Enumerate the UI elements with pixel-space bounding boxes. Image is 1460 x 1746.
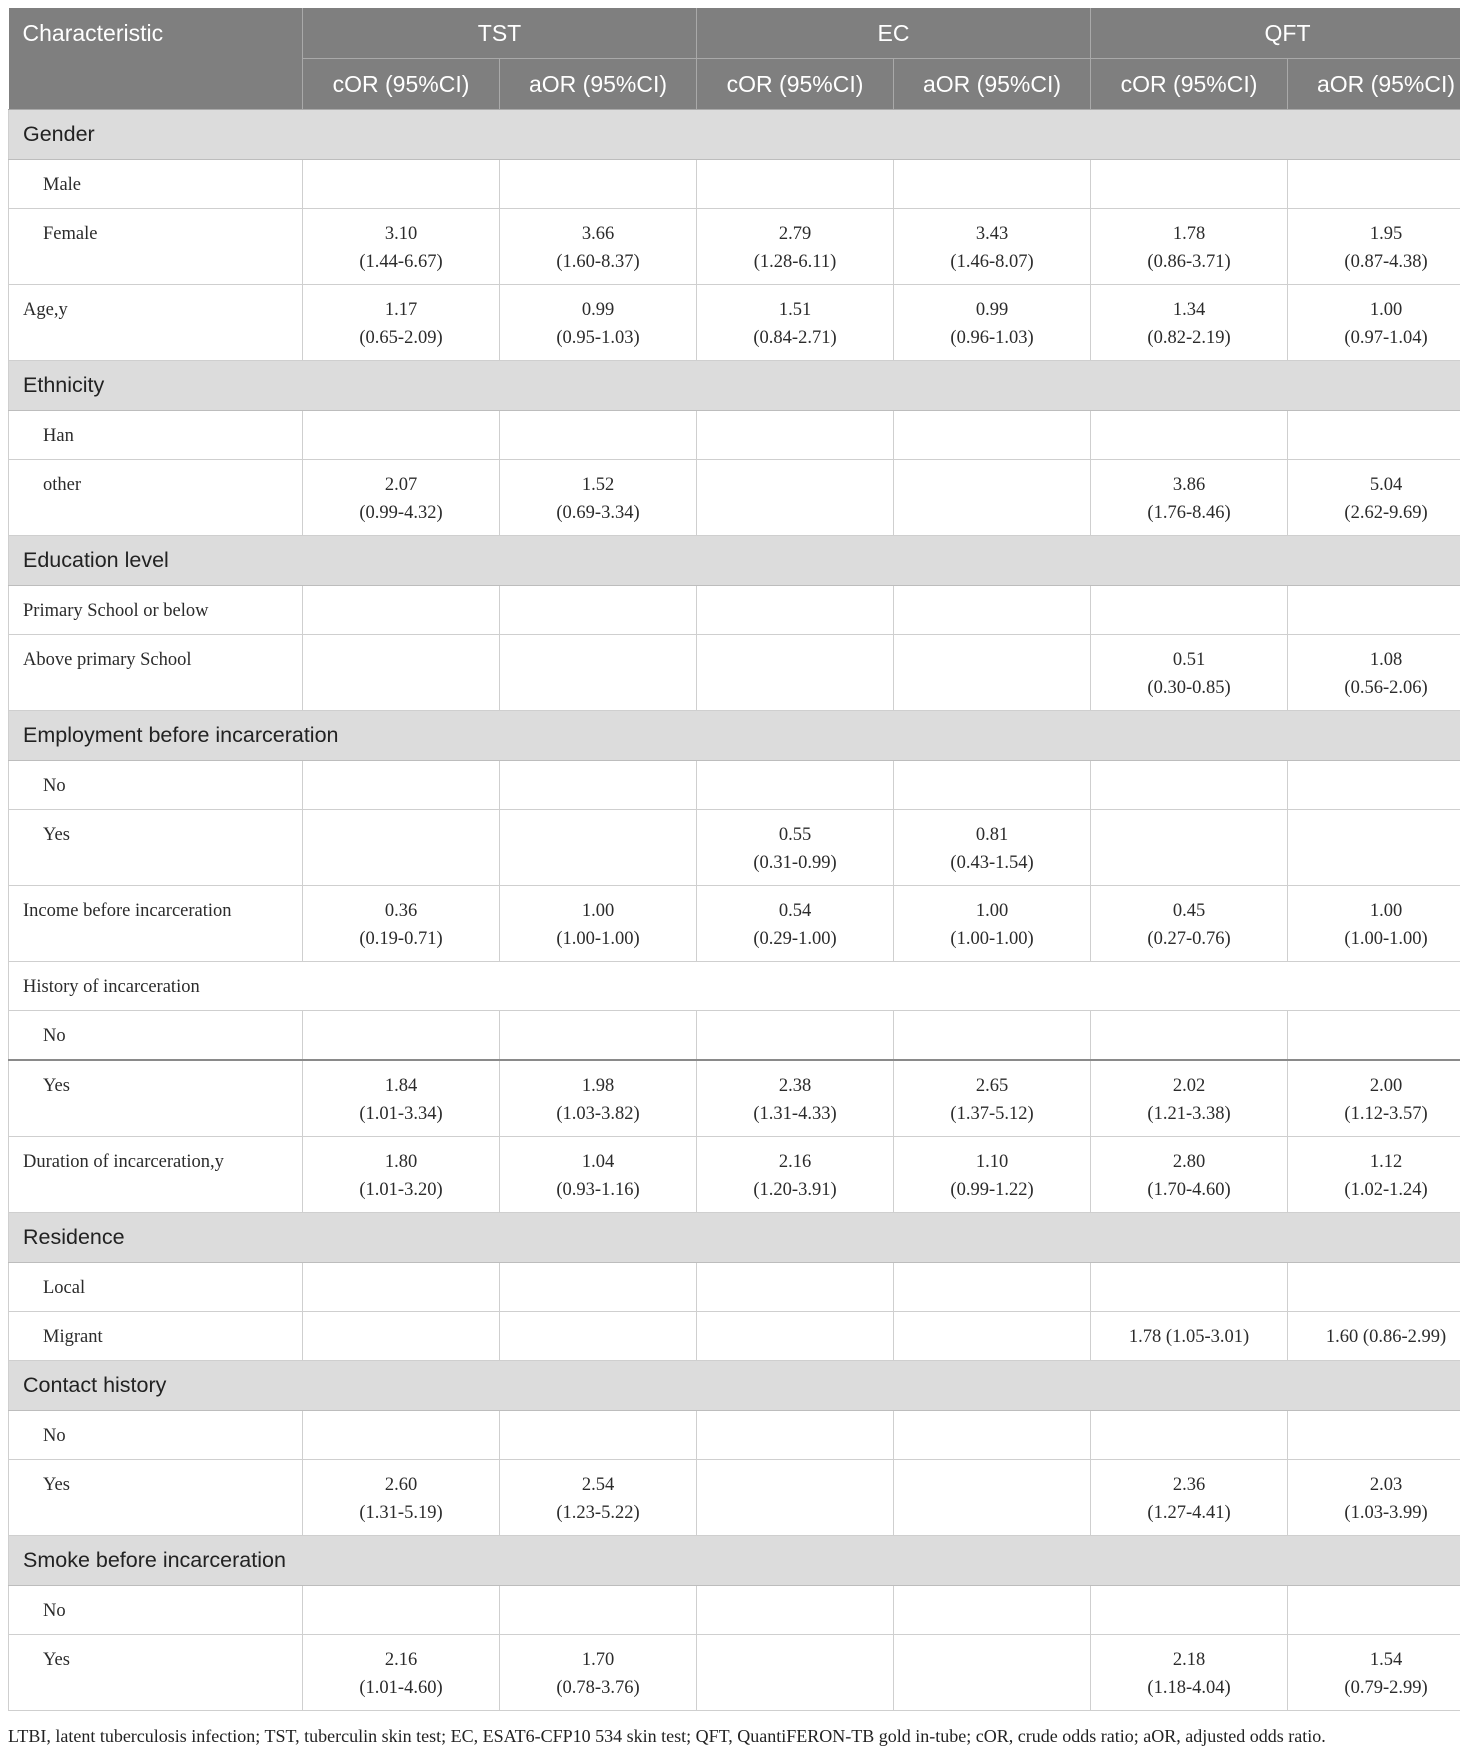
confidence-interval: (1.01-4.60) bbox=[359, 1678, 442, 1698]
cell-ec-aor bbox=[894, 1312, 1091, 1361]
row-label: Duration of incarceration,y bbox=[9, 1137, 303, 1213]
odds-ratio-value: 1.04 bbox=[582, 1152, 614, 1172]
row-label: Yes bbox=[9, 1060, 303, 1137]
cell-ec-aor bbox=[894, 1011, 1091, 1061]
confidence-interval: (1.02-1.24) bbox=[1344, 1180, 1427, 1200]
cell-ec-cor bbox=[697, 1635, 894, 1711]
section-row bbox=[9, 711, 1460, 761]
confidence-interval: (1.21-3.38) bbox=[1147, 1104, 1230, 1124]
section-row bbox=[9, 1536, 1460, 1586]
header-row-groups bbox=[9, 8, 1460, 59]
odds-ratio-value: 1.10 bbox=[976, 1152, 1008, 1172]
row-label: Yes bbox=[9, 1635, 303, 1711]
row-label: Male bbox=[9, 160, 303, 209]
odds-ratio-value: 1.08 bbox=[1370, 650, 1402, 670]
cell-tst-aor bbox=[500, 460, 697, 536]
confidence-interval: (0.29-1.00) bbox=[753, 929, 836, 949]
table-row bbox=[9, 1586, 1460, 1635]
cell-qft-aor bbox=[1288, 1137, 1460, 1213]
confidence-interval: (0.96-1.03) bbox=[950, 328, 1033, 348]
odds-ratio-value: 2.00 bbox=[1370, 1076, 1402, 1096]
cell-tst-cor bbox=[303, 1263, 500, 1312]
odds-ratio-value: 1.84 bbox=[385, 1076, 417, 1096]
table-container bbox=[8, 8, 1460, 1711]
odds-ratio-value: 1.00 bbox=[1370, 901, 1402, 921]
cell-ec-cor bbox=[697, 1137, 894, 1213]
confidence-interval: (0.27-0.76) bbox=[1147, 929, 1230, 949]
confidence-interval: (1.28-6.11) bbox=[754, 252, 837, 272]
confidence-interval: (0.99-4.32) bbox=[359, 503, 442, 523]
cell-ec-aor bbox=[894, 209, 1091, 285]
odds-ratio-value: 2.07 bbox=[385, 475, 417, 495]
odds-ratio-value: 3.66 bbox=[582, 224, 614, 244]
cell-tst-cor bbox=[303, 209, 500, 285]
cell-tst-cor bbox=[303, 411, 500, 460]
confidence-interval: (0.99-1.22) bbox=[950, 1180, 1033, 1200]
row-label: Income before incarceration bbox=[9, 886, 303, 962]
section-label: Smoke before incarceration bbox=[9, 1536, 1460, 1586]
row-label: No bbox=[9, 1011, 303, 1061]
confidence-interval: (1.03-3.99) bbox=[1344, 1503, 1427, 1523]
header-group-qft: QFT bbox=[1091, 8, 1460, 59]
confidence-interval: (1.01-3.20) bbox=[359, 1180, 442, 1200]
cell-qft-aor bbox=[1288, 1060, 1460, 1137]
cell-tst-cor bbox=[303, 1011, 500, 1061]
section-label: Gender bbox=[9, 110, 1460, 160]
odds-ratio-value: 1.00 bbox=[976, 901, 1008, 921]
confidence-interval: (0.84-2.71) bbox=[753, 328, 836, 348]
odds-ratio-value: 1.12 bbox=[1370, 1152, 1402, 1172]
cell-tst-aor bbox=[500, 635, 697, 711]
cell-qft-aor bbox=[1288, 1011, 1460, 1061]
confidence-interval: (1.31-4.33) bbox=[753, 1104, 836, 1124]
odds-ratio-value: 0.81 bbox=[976, 825, 1008, 845]
cell-qft-aor bbox=[1288, 886, 1460, 962]
cell-ec-cor bbox=[697, 1312, 894, 1361]
table-row bbox=[9, 761, 1460, 810]
cell-tst-aor bbox=[500, 160, 697, 209]
confidence-interval: (1.01-3.34) bbox=[359, 1104, 442, 1124]
header-ec-cor: cOR (95%CI) bbox=[697, 59, 894, 110]
table-row bbox=[9, 810, 1460, 886]
cell-tst-aor bbox=[500, 586, 697, 635]
cell-ec-aor bbox=[894, 586, 1091, 635]
cell-qft-cor bbox=[1091, 1460, 1288, 1536]
odds-ratio-value: 0.54 bbox=[779, 901, 811, 921]
cell-qft-aor bbox=[1288, 209, 1460, 285]
confidence-interval: (0.87-4.38) bbox=[1344, 252, 1427, 272]
odds-ratio-value: 2.38 bbox=[779, 1076, 811, 1096]
confidence-interval: (2.62-9.69) bbox=[1344, 503, 1427, 523]
cell-tst-aor bbox=[500, 1586, 697, 1635]
odds-ratio-value: 2.80 bbox=[1173, 1152, 1205, 1172]
cell-tst-aor bbox=[500, 1460, 697, 1536]
confidence-interval: (1.12-3.57) bbox=[1344, 1104, 1427, 1124]
cell-tst-cor bbox=[303, 285, 500, 361]
section-row bbox=[9, 536, 1460, 586]
cell-ec-aor bbox=[894, 160, 1091, 209]
row-label: No bbox=[9, 1411, 303, 1460]
cell-tst-aor bbox=[500, 1011, 697, 1061]
odds-ratio-value: 2.16 bbox=[779, 1152, 811, 1172]
confidence-interval: (1.00-1.00) bbox=[1344, 929, 1427, 949]
cell-qft-cor bbox=[1091, 886, 1288, 962]
section-label: Ethnicity bbox=[9, 361, 1460, 411]
header-tst-cor: cOR (95%CI) bbox=[303, 59, 500, 110]
row-label: Yes bbox=[9, 810, 303, 886]
cell-ec-cor bbox=[697, 411, 894, 460]
confidence-interval: (0.19-0.71) bbox=[359, 929, 442, 949]
odds-ratio-value: 1.78 (1.05-3.01) bbox=[1129, 1327, 1249, 1347]
confidence-interval: (0.56-2.06) bbox=[1344, 678, 1427, 698]
confidence-interval: (1.00-1.00) bbox=[556, 929, 639, 949]
cell-qft-aor bbox=[1288, 160, 1460, 209]
header-qft-aor: aOR (95%CI) bbox=[1288, 59, 1460, 110]
cell-qft-aor bbox=[1288, 285, 1460, 361]
confidence-interval: (0.82-2.19) bbox=[1147, 328, 1230, 348]
table-footnote: LTBI, latent tuberculosis infection; TST, tuberculin skin test; EC, ESAT6-CFP10 534 skin test; QFT, QuantiFERON-TB gold in-tube; cOR, crude odds ratio; aOR, adjusted odds ratio. bbox=[8, 1727, 1326, 1745]
odds-ratio-value: 3.10 bbox=[385, 224, 417, 244]
table-row bbox=[9, 1411, 1460, 1460]
table-row bbox=[9, 411, 1460, 460]
confidence-interval: (1.37-5.12) bbox=[950, 1104, 1033, 1124]
cell-qft-cor bbox=[1091, 1060, 1288, 1137]
section-label: History of incarceration bbox=[9, 962, 1460, 1011]
confidence-interval: (1.27-4.41) bbox=[1147, 1503, 1230, 1523]
table-row bbox=[9, 1137, 1460, 1213]
cell-qft-aor bbox=[1288, 1460, 1460, 1536]
header-group-ec: EC bbox=[697, 8, 1091, 59]
cell-qft-cor bbox=[1091, 635, 1288, 711]
table-row bbox=[9, 1060, 1460, 1137]
odds-ratio-value: 2.79 bbox=[779, 224, 811, 244]
odds-ratio-value: 2.18 bbox=[1173, 1650, 1205, 1670]
cell-ec-cor bbox=[697, 1460, 894, 1536]
cell-tst-cor bbox=[303, 886, 500, 962]
cell-ec-cor bbox=[697, 1263, 894, 1312]
odds-ratio-value: 2.60 bbox=[385, 1475, 417, 1495]
table-body bbox=[9, 110, 1460, 1711]
odds-ratio-value: 1.00 bbox=[582, 901, 614, 921]
cell-tst-aor bbox=[500, 886, 697, 962]
table-row bbox=[9, 460, 1460, 536]
cell-qft-cor bbox=[1091, 209, 1288, 285]
confidence-interval: (0.31-0.99) bbox=[753, 853, 836, 873]
header-ec-aor: aOR (95%CI) bbox=[894, 59, 1091, 110]
odds-ratio-value: 0.51 bbox=[1173, 650, 1205, 670]
cell-ec-aor bbox=[894, 810, 1091, 886]
odds-ratio-value: 1.80 bbox=[385, 1152, 417, 1172]
odds-ratio-value: 0.99 bbox=[582, 300, 614, 320]
confidence-interval: (0.79-2.99) bbox=[1344, 1678, 1427, 1698]
cell-ec-cor bbox=[697, 209, 894, 285]
row-label: Local bbox=[9, 1263, 303, 1312]
row-label: Primary School or below bbox=[9, 586, 303, 635]
odds-ratio-value: 1.34 bbox=[1173, 300, 1205, 320]
section-label: Employment before incarceration bbox=[9, 711, 1460, 761]
cell-ec-aor bbox=[894, 1411, 1091, 1460]
row-label: Han bbox=[9, 411, 303, 460]
cell-tst-cor bbox=[303, 586, 500, 635]
cell-ec-cor bbox=[697, 460, 894, 536]
table-row bbox=[9, 1460, 1460, 1536]
table-row bbox=[9, 209, 1460, 285]
odds-ratio-value: 0.45 bbox=[1173, 901, 1205, 921]
cell-tst-aor bbox=[500, 1060, 697, 1137]
table-row bbox=[9, 635, 1460, 711]
header-group-tst: TST bbox=[303, 8, 697, 59]
section-row-plain bbox=[9, 962, 1460, 1011]
cell-ec-aor bbox=[894, 1460, 1091, 1536]
row-label: Yes bbox=[9, 1460, 303, 1536]
cell-tst-cor bbox=[303, 1312, 500, 1361]
table-row bbox=[9, 1312, 1460, 1361]
cell-qft-aor bbox=[1288, 761, 1460, 810]
confidence-interval: (0.30-0.85) bbox=[1147, 678, 1230, 698]
cell-qft-aor bbox=[1288, 1586, 1460, 1635]
cell-tst-cor bbox=[303, 810, 500, 886]
table-row bbox=[9, 586, 1460, 635]
odds-ratio-value: 1.78 bbox=[1173, 224, 1205, 244]
row-label: Above primary School bbox=[9, 635, 303, 711]
odds-ratio-value: 0.99 bbox=[976, 300, 1008, 320]
row-label: other bbox=[9, 460, 303, 536]
odds-ratio-value: 1.98 bbox=[582, 1076, 614, 1096]
confidence-interval: (1.20-3.91) bbox=[753, 1180, 836, 1200]
cell-qft-cor bbox=[1091, 460, 1288, 536]
odds-ratio-value: 2.03 bbox=[1370, 1475, 1402, 1495]
cell-qft-aor bbox=[1288, 810, 1460, 886]
header-characteristic: Characteristic bbox=[9, 8, 303, 110]
cell-ec-aor bbox=[894, 1060, 1091, 1137]
confidence-interval: (1.23-5.22) bbox=[556, 1503, 639, 1523]
header-tst-aor: aOR (95%CI) bbox=[500, 59, 697, 110]
table-row bbox=[9, 1011, 1460, 1061]
cell-ec-cor bbox=[697, 1060, 894, 1137]
cell-tst-cor bbox=[303, 761, 500, 810]
confidence-interval: (1.76-8.46) bbox=[1147, 503, 1230, 523]
confidence-interval: (0.69-3.34) bbox=[556, 503, 639, 523]
row-label: No bbox=[9, 1586, 303, 1635]
table-row bbox=[9, 160, 1460, 209]
cell-ec-cor bbox=[697, 810, 894, 886]
confidence-interval: (0.95-1.03) bbox=[556, 328, 639, 348]
table-row bbox=[9, 285, 1460, 361]
cell-qft-aor bbox=[1288, 635, 1460, 711]
odds-ratio-value: 3.86 bbox=[1173, 475, 1205, 495]
confidence-interval: (1.18-4.04) bbox=[1147, 1678, 1230, 1698]
table-row bbox=[9, 1635, 1460, 1711]
odds-ratio-value: 2.54 bbox=[582, 1475, 614, 1495]
cell-tst-cor bbox=[303, 460, 500, 536]
cell-ec-aor bbox=[894, 285, 1091, 361]
cell-tst-aor bbox=[500, 761, 697, 810]
cell-ec-cor bbox=[697, 1411, 894, 1460]
odds-ratio-value: 1.54 bbox=[1370, 1650, 1402, 1670]
confidence-interval: (1.46-8.07) bbox=[950, 252, 1033, 272]
odds-ratio-value: 2.36 bbox=[1173, 1475, 1205, 1495]
odds-ratio-value: 1.70 bbox=[582, 1650, 614, 1670]
confidence-interval: (1.00-1.00) bbox=[950, 929, 1033, 949]
cell-qft-aor bbox=[1288, 1411, 1460, 1460]
odds-ratio-value: 3.43 bbox=[976, 224, 1008, 244]
confidence-interval: (0.97-1.04) bbox=[1344, 328, 1427, 348]
cell-qft-cor bbox=[1091, 810, 1288, 886]
cell-tst-cor bbox=[303, 1137, 500, 1213]
cell-ec-aor bbox=[894, 1635, 1091, 1711]
cell-ec-aor bbox=[894, 411, 1091, 460]
cell-ec-cor bbox=[697, 285, 894, 361]
section-label: Education level bbox=[9, 536, 1460, 586]
odds-ratio-value: 1.17 bbox=[385, 300, 417, 320]
cell-tst-cor bbox=[303, 1060, 500, 1137]
confidence-interval: (0.93-1.16) bbox=[556, 1180, 639, 1200]
odds-ratio-value: 1.60 (0.86-2.99) bbox=[1326, 1327, 1446, 1347]
odds-ratio-value: 2.16 bbox=[385, 1650, 417, 1670]
cell-ec-aor bbox=[894, 460, 1091, 536]
cell-ec-cor bbox=[697, 160, 894, 209]
cell-qft-aor bbox=[1288, 586, 1460, 635]
cell-tst-aor bbox=[500, 411, 697, 460]
cell-qft-aor bbox=[1288, 460, 1460, 536]
cell-ec-cor bbox=[697, 1586, 894, 1635]
cell-tst-aor bbox=[500, 1635, 697, 1711]
table-row bbox=[9, 1263, 1460, 1312]
row-label: No bbox=[9, 761, 303, 810]
cell-tst-aor bbox=[500, 209, 697, 285]
cell-qft-aor bbox=[1288, 411, 1460, 460]
confidence-interval: (1.44-6.67) bbox=[359, 252, 442, 272]
confidence-interval: (0.65-2.09) bbox=[359, 328, 442, 348]
cell-tst-aor bbox=[500, 1312, 697, 1361]
table-row bbox=[9, 886, 1460, 962]
row-label: Migrant bbox=[9, 1312, 303, 1361]
cell-qft-aor bbox=[1288, 1635, 1460, 1711]
cell-tst-aor bbox=[500, 285, 697, 361]
cell-qft-cor bbox=[1091, 1011, 1288, 1061]
cell-qft-cor bbox=[1091, 411, 1288, 460]
cell-tst-aor bbox=[500, 1411, 697, 1460]
cell-ec-cor bbox=[697, 886, 894, 962]
cell-qft-cor bbox=[1091, 1635, 1288, 1711]
section-label: Residence bbox=[9, 1213, 1460, 1263]
odds-ratio-value: 0.36 bbox=[385, 901, 417, 921]
cell-ec-aor bbox=[894, 635, 1091, 711]
cell-ec-aor bbox=[894, 761, 1091, 810]
cell-qft-cor bbox=[1091, 761, 1288, 810]
odds-ratio-value: 2.65 bbox=[976, 1076, 1008, 1096]
cell-qft-cor bbox=[1091, 1411, 1288, 1460]
cell-qft-aor bbox=[1288, 1263, 1460, 1312]
odds-ratio-value: 5.04 bbox=[1370, 475, 1402, 495]
odds-ratio-value: 2.02 bbox=[1173, 1076, 1205, 1096]
cell-qft-cor bbox=[1091, 285, 1288, 361]
cell-ec-aor bbox=[894, 1137, 1091, 1213]
row-label: Female bbox=[9, 209, 303, 285]
odds-ratio-value: 1.00 bbox=[1370, 300, 1402, 320]
cell-ec-aor bbox=[894, 886, 1091, 962]
cell-tst-cor bbox=[303, 1586, 500, 1635]
odds-ratio-value: 1.52 bbox=[582, 475, 614, 495]
confidence-interval: (0.86-3.71) bbox=[1147, 252, 1230, 272]
row-label: Age,y bbox=[9, 285, 303, 361]
cell-tst-aor bbox=[500, 810, 697, 886]
confidence-interval: (1.60-8.37) bbox=[556, 252, 639, 272]
confidence-interval: (0.78-3.76) bbox=[556, 1678, 639, 1698]
cell-ec-aor bbox=[894, 1263, 1091, 1312]
cell-tst-cor bbox=[303, 1635, 500, 1711]
cell-ec-cor bbox=[697, 586, 894, 635]
cell-qft-cor bbox=[1091, 586, 1288, 635]
cell-qft-cor bbox=[1091, 160, 1288, 209]
section-row bbox=[9, 1361, 1460, 1411]
cell-qft-cor bbox=[1091, 1137, 1288, 1213]
cell-ec-cor bbox=[697, 761, 894, 810]
cell-qft-cor bbox=[1091, 1263, 1288, 1312]
section-label: Contact history bbox=[9, 1361, 1460, 1411]
confidence-interval: (1.31-5.19) bbox=[359, 1503, 442, 1523]
odds-ratio-value: 1.95 bbox=[1370, 224, 1402, 244]
section-row bbox=[9, 1213, 1460, 1263]
confidence-interval: (0.43-1.54) bbox=[950, 853, 1033, 873]
cell-tst-cor bbox=[303, 1411, 500, 1460]
section-row bbox=[9, 361, 1460, 411]
header-qft-cor: cOR (95%CI) bbox=[1091, 59, 1288, 110]
cell-ec-cor bbox=[697, 635, 894, 711]
confidence-interval: (1.70-4.60) bbox=[1147, 1180, 1230, 1200]
odds-ratio-value: 1.51 bbox=[779, 300, 811, 320]
cell-tst-cor bbox=[303, 160, 500, 209]
confidence-interval: (1.03-3.82) bbox=[556, 1104, 639, 1124]
section-row bbox=[9, 110, 1460, 160]
cell-tst-cor bbox=[303, 635, 500, 711]
odds-ratio-value: 0.55 bbox=[779, 825, 811, 845]
cell-tst-aor bbox=[500, 1263, 697, 1312]
odds-ratio-table bbox=[8, 8, 1460, 1711]
cell-qft-cor bbox=[1091, 1312, 1288, 1361]
cell-ec-cor bbox=[697, 1011, 894, 1061]
cell-tst-aor bbox=[500, 1137, 697, 1213]
cell-tst-cor bbox=[303, 1460, 500, 1536]
cell-qft-cor bbox=[1091, 1586, 1288, 1635]
cell-ec-aor bbox=[894, 1586, 1091, 1635]
cell-qft-aor bbox=[1288, 1312, 1460, 1361]
